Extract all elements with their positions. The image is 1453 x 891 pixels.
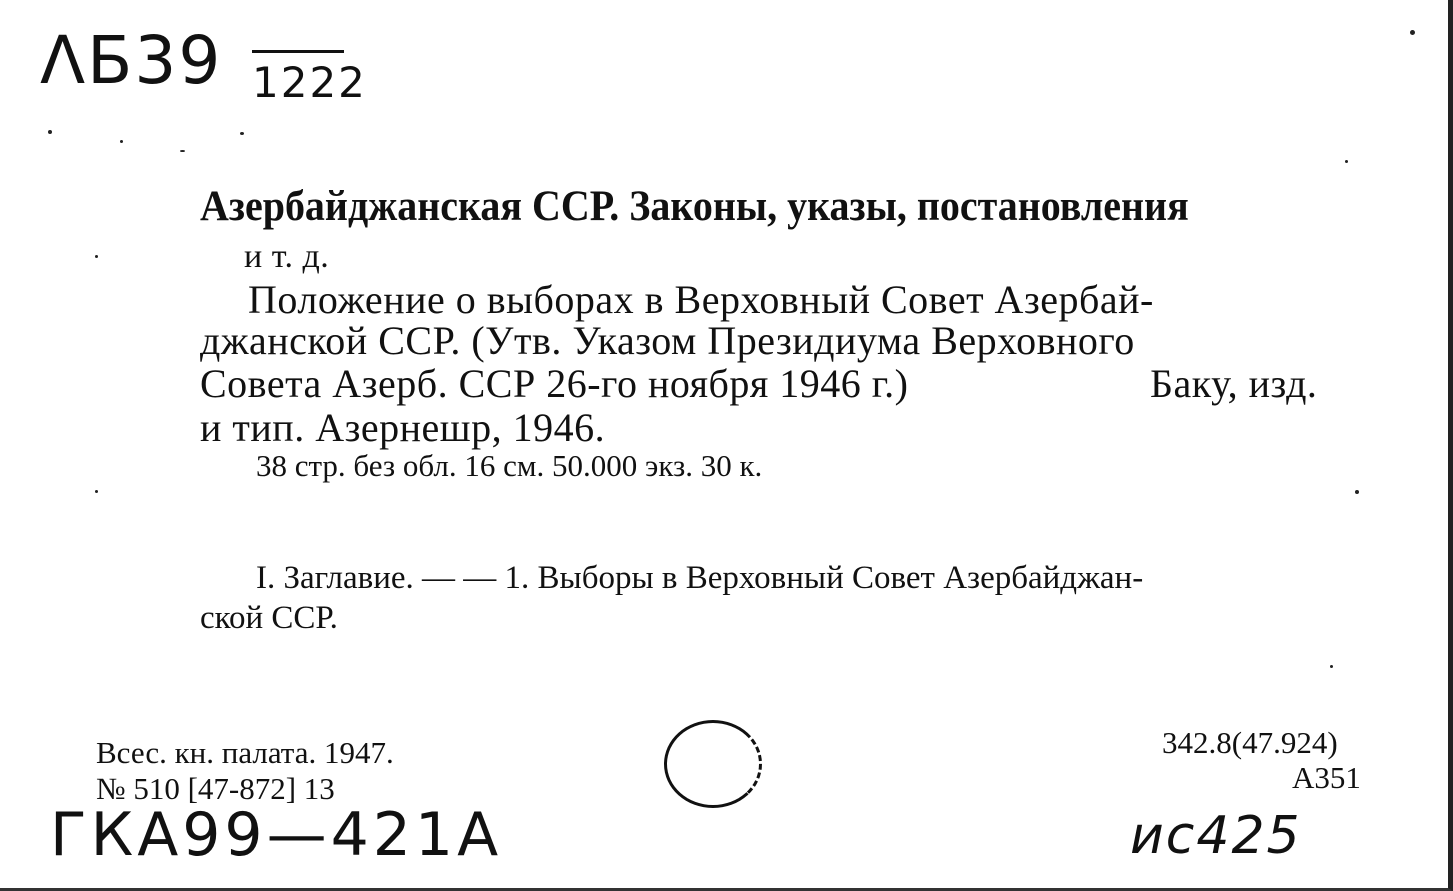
book-chamber-line-2: № 510 [47-872] 13 [96, 771, 335, 806]
tracings-line-1: I. Заглавие. — — 1. Выборы в Верховный Совет Азербайджан- [256, 560, 1144, 596]
title-line-2: джанской ССР. (Утв. Указом Президиума Верховного [200, 318, 1135, 363]
speckle [240, 132, 244, 135]
author-mark: А351 [1292, 760, 1361, 795]
speckle [1355, 490, 1359, 494]
speckle [180, 150, 185, 152]
handwritten-shelfmark-sub: 1222 [252, 58, 367, 107]
title-line-3: Совета Азерб. ССР 26-го ноября 1946 г.) [200, 361, 909, 406]
classification-code: 342.8(47.924) [1162, 725, 1338, 760]
title-line-1: Положение о выборах в Верховный Совет Азербай- [248, 277, 1154, 322]
card-heading-cont: и т. д. [244, 238, 330, 275]
shelfmark-divider-line [252, 50, 344, 53]
speckle [1345, 160, 1348, 163]
title-line-4: и тип. Азернешр, 1946. [200, 405, 606, 450]
collation-line: 38 стр. без обл. 16 см. 50.000 экз. 30 к. [256, 448, 763, 483]
speckle [120, 140, 123, 143]
book-chamber-line-1: Всес. кн. палата. 1947. [96, 735, 394, 770]
handwritten-shelfmark: ΛБ39 [40, 22, 223, 99]
handwritten-inventory-number: ГКА99—421А [50, 800, 503, 870]
card-heading: Азербайджанская ССР. Законы, указы, постановления [200, 183, 1189, 230]
tracings-line-2: ской ССР. [200, 600, 338, 636]
speckle [95, 490, 98, 493]
speckle [1330, 665, 1333, 668]
publisher-place: Баку, изд. [1150, 361, 1318, 406]
speckle [1410, 30, 1415, 35]
card-punch-hole [664, 720, 762, 808]
speckle [48, 130, 52, 134]
handwritten-number-bottom-right: ис425 [1130, 806, 1302, 866]
speckle [95, 255, 98, 258]
